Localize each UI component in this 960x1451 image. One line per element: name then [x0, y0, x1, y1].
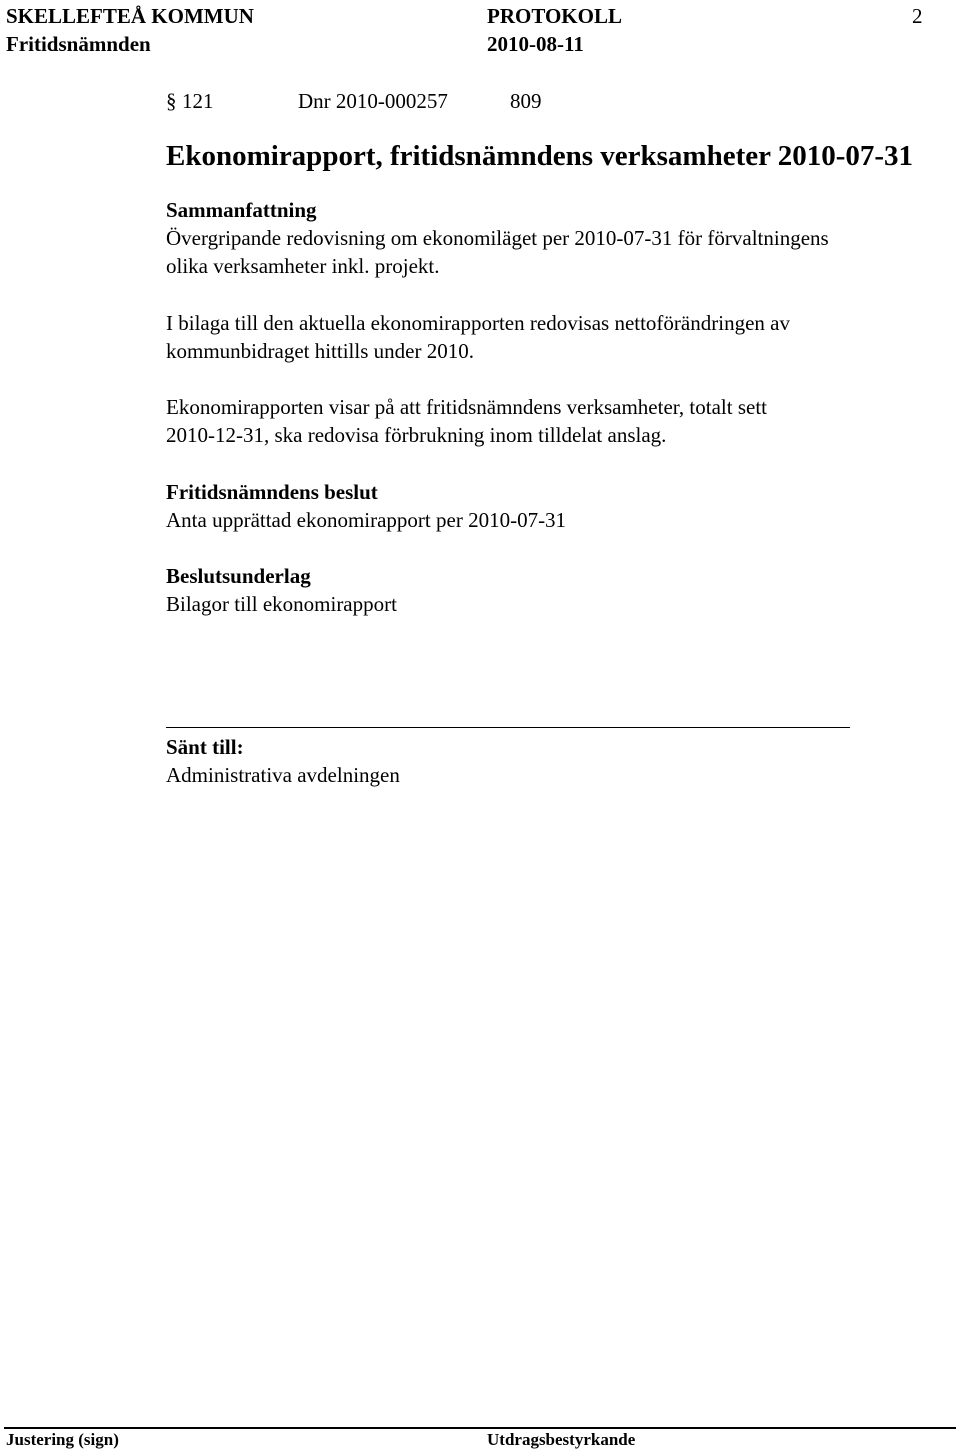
decision-text: Anta upprättad ekonomirapport per 2010-07-31 — [166, 508, 567, 532]
summary-paragraph-3-line-1: Ekonomirapporten visar på att fritidsnämndens verksamheter, totalt sett — [166, 395, 767, 419]
footer-certification-label: Utdragsbestyrkande — [487, 1430, 636, 1449]
summary-heading: Sammanfattning — [166, 198, 317, 222]
summary-paragraph-2-line-2: kommunbidraget hittills under 2010. — [166, 339, 474, 363]
paragraph-number: 121 — [182, 89, 214, 113]
summary-paragraph-1-line-1: Övergripande redovisning om ekonomiläget per 2010-07-31 för förvaltningens — [166, 226, 829, 250]
summary-paragraph-1-line-2: olika verksamheter inkl. projekt. — [166, 254, 440, 278]
separator-line — [166, 727, 850, 728]
committee-name: Fritidsnämnden — [6, 32, 151, 56]
diary-number: Dnr 2010-000257 — [298, 89, 448, 113]
summary-paragraph-3-line-2: 2010-12-31, ska redovisa förbrukning inom tilldelat anslag. — [166, 423, 667, 447]
basis-heading: Beslutsunderlag — [166, 564, 311, 588]
footer-signature-label: Justering (sign) — [6, 1430, 119, 1449]
sent-to-heading: Sänt till: — [166, 735, 244, 759]
meeting-date: 2010-08-11 — [487, 32, 584, 56]
footer-line — [4, 1427, 956, 1429]
summary-paragraph-2-line-1: I bilaga till den aktuella ekonomirapporten redovisas nettoförändringen av — [166, 311, 790, 335]
document-type: PROTOKOLL — [487, 4, 622, 28]
paragraph-symbol: § — [166, 89, 177, 113]
basis-text: Bilagor till ekonomirapport — [166, 592, 397, 616]
page-title: Ekonomirapport, fritidsnämndens verksamheter 2010-07-31 — [166, 140, 914, 172]
page-number: 2 — [912, 4, 923, 28]
case-code: 809 — [510, 89, 542, 113]
organization-name: SKELLEFTEÅ KOMMUN — [6, 4, 254, 28]
decision-heading: Fritidsnämndens beslut — [166, 480, 378, 504]
sent-to-text: Administrativa avdelningen — [166, 763, 400, 787]
